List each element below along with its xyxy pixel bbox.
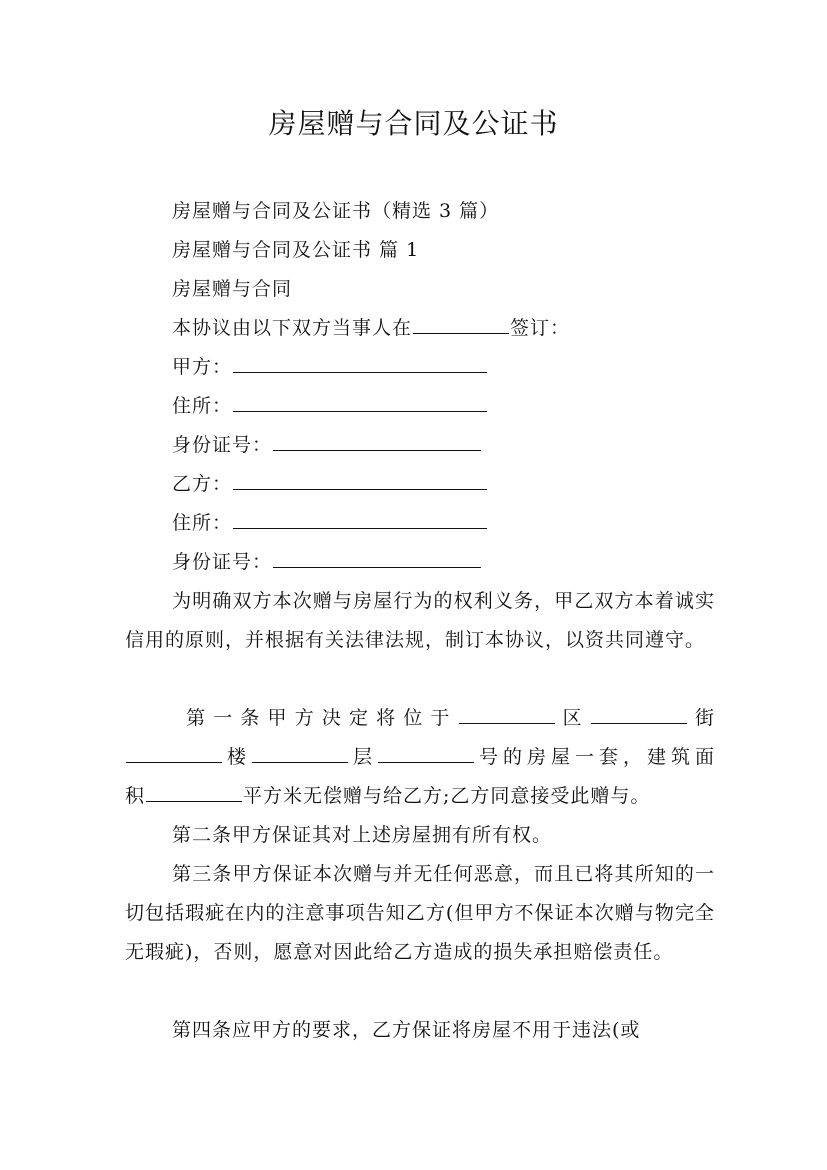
article-1-line-3	[125, 777, 715, 816]
party-b-blank[interactable]	[233, 471, 487, 490]
article-1-line-1	[125, 699, 715, 738]
party-b-address-blank[interactable]	[233, 510, 487, 529]
floor-blank[interactable]	[252, 744, 348, 763]
article-1-text-e: 层	[349, 746, 377, 768]
article-2-text: 第二条甲方保证其对上述房屋拥有所有权。	[172, 824, 553, 846]
area-blank[interactable]	[146, 783, 242, 802]
article-3	[125, 855, 715, 972]
article-4-text: 第四条应甲方的要求，乙方保证将房屋不用于违法(或	[172, 1019, 641, 1041]
party-b-label: 乙方：	[172, 473, 233, 495]
article-1-text-f: 号的房屋一套，建筑面	[475, 746, 715, 768]
article-2	[125, 816, 715, 855]
room-number-blank[interactable]	[378, 744, 474, 763]
article-1	[125, 699, 715, 816]
article-1-text-c: 街	[687, 707, 715, 729]
party-a-label: 甲方：	[172, 356, 233, 378]
party-a-address-line	[172, 392, 488, 420]
party-a-address-label: 住所：	[172, 395, 233, 417]
party-a-blank[interactable]	[233, 354, 487, 373]
purpose-paragraph	[125, 582, 715, 660]
subtitle: 房屋赠与合同及公证书（精选 3 篇）	[172, 200, 500, 222]
party-a-id-label: 身份证号：	[172, 434, 273, 456]
party-b-line	[172, 470, 488, 498]
party-b-id-blank[interactable]	[273, 549, 481, 568]
party-b-id-line	[172, 548, 482, 576]
party-b-id-label: 身份证号：	[172, 551, 273, 573]
article-1-text-b: 区	[555, 707, 590, 729]
street-blank[interactable]	[591, 705, 687, 724]
party-b-address-line	[172, 509, 488, 537]
article-1-text-h: 平方米无偿赠与给乙方;乙方同意接受此赠与。	[243, 785, 651, 807]
building-blank[interactable]	[126, 744, 222, 763]
part-heading: 房屋赠与合同及公证书 篇 1	[172, 239, 420, 261]
party-a-id-line	[172, 431, 482, 459]
intro-suffix: 签订：	[510, 317, 571, 339]
article-1-text-a: 第一条甲方决定将位于	[179, 707, 458, 729]
article-1-line-2	[125, 738, 715, 777]
intro-prefix: 本协议由以下双方当事人在	[172, 317, 413, 339]
article-1-text-d: 楼	[223, 746, 251, 768]
party-b-address-label: 住所：	[172, 512, 233, 534]
purpose-text: 为明确双方本次赠与房屋行为的权利义务，甲乙双方本着诚实信用的原则，并根据有关法律法规，制订本协议，以资共同遵守。	[125, 590, 715, 651]
party-a-line	[172, 353, 488, 381]
district-blank[interactable]	[459, 705, 555, 724]
party-a-address-blank[interactable]	[233, 393, 487, 412]
document-title: 房屋赠与合同及公证书	[268, 107, 559, 140]
party-a-id-blank[interactable]	[273, 432, 481, 451]
signing-place-blank[interactable]	[413, 315, 509, 334]
contract-heading: 房屋赠与合同	[172, 278, 293, 300]
article-1-text-g: 积	[125, 785, 146, 807]
article-4	[125, 1011, 715, 1050]
article-3-text: 第三条甲方保证本次赠与并无任何恶意，而且已将其所知的一切包括瑕疵在内的注意事项告知乙方(但甲方不保证本次赠与物完全无瑕疵)，否则，愿意对因此给乙方造成的损失承担赔偿责任。	[125, 863, 715, 963]
intro-line	[172, 314, 570, 342]
